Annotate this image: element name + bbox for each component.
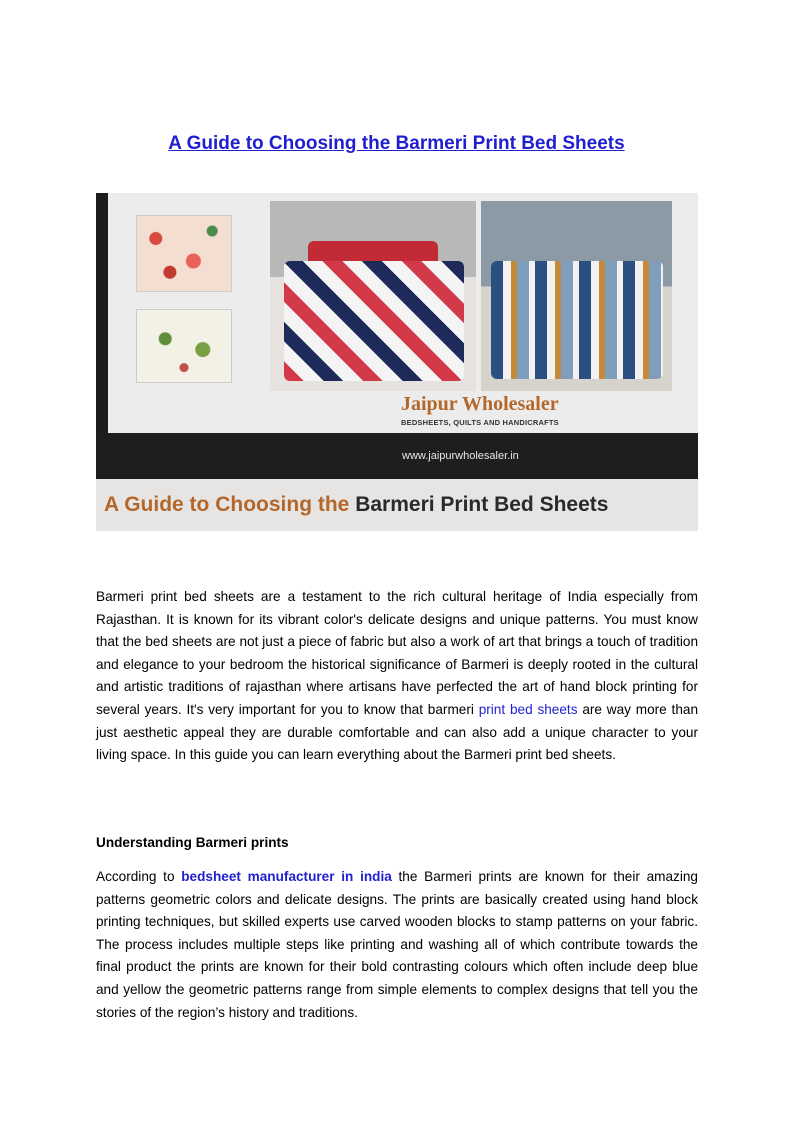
floral-fabric-swatch-green: [136, 309, 232, 383]
banner-website: www.jaipurwholesaler.in: [402, 450, 519, 462]
bedsheet-manufacturer-link[interactable]: bedsheet manufacturer in india: [181, 869, 392, 884]
intro-paragraph: [96, 586, 698, 767]
print-bed-sheets-link[interactable]: print bed sheets: [478, 701, 578, 717]
striped-bedsheet: [491, 261, 663, 379]
bed-photo-geometric: [270, 201, 476, 391]
section-heading: Understanding Barmeri prints: [96, 835, 289, 850]
banner-heading-part1: A Guide to Choosing the: [104, 493, 356, 516]
banner-heading-part2: Barmeri Print Bed Sheets: [355, 493, 609, 516]
document-title-link[interactable]: A Guide to Choosing the Barmeri Print Bed Sheets: [168, 133, 625, 154]
brand-logo-text: Jaipur Wholesaler: [401, 393, 559, 415]
bed-photo-striped: [481, 201, 672, 391]
geometric-bedsheet: [284, 261, 464, 381]
brand-tagline: BEDSHEETS, QUILTS AND HANDICRAFTS: [401, 418, 559, 427]
intro-text-before: Barmeri print bed sheets are a testament to the rich cultural heritage of India especially from Rajasthan. It is known for its vibrant color's delicate designs and unique patterns. You must know that the bed sheets are not just a piece of fabric but also a work of art that brings a touch of tradition and elegance to your bedroom the historical significance of Barmeri is deeply rooted in the cultural and artistic traditions of rajasthan where artisans have perfected the art of hand block printing for several years. It's very important for you to know that barmeri: [96, 589, 698, 717]
floral-fabric-swatch-red: [136, 215, 232, 292]
intro-text-after: are way more than just aesthetic appeal they are durable comfortable and can also add a unique character to your living space. In this guide you can learn everything about the Barmeri print bed sheets.: [96, 701, 699, 763]
banner-dark-band: [96, 433, 698, 479]
banner-image: [96, 193, 698, 531]
section-text-before: According to: [96, 869, 182, 884]
banner-heading: [104, 493, 608, 517]
section-paragraph: [96, 866, 698, 1024]
section-text-after: the Barmeri prints are known for their amazing patterns geometric colors and delicate designs. The prints are basically created using hand block printing techniques, but skilled experts use carved wooden blocks to stamp patterns on your fabric. The process includes multiple steps like printing and washing all of which contribute towards the final product the prints are known for their bold contrasting colours which often include deep blue and yellow the geometric patterns range from simple elements to complex designs that tell you the stories of the region’s history and traditions.: [96, 869, 698, 1020]
